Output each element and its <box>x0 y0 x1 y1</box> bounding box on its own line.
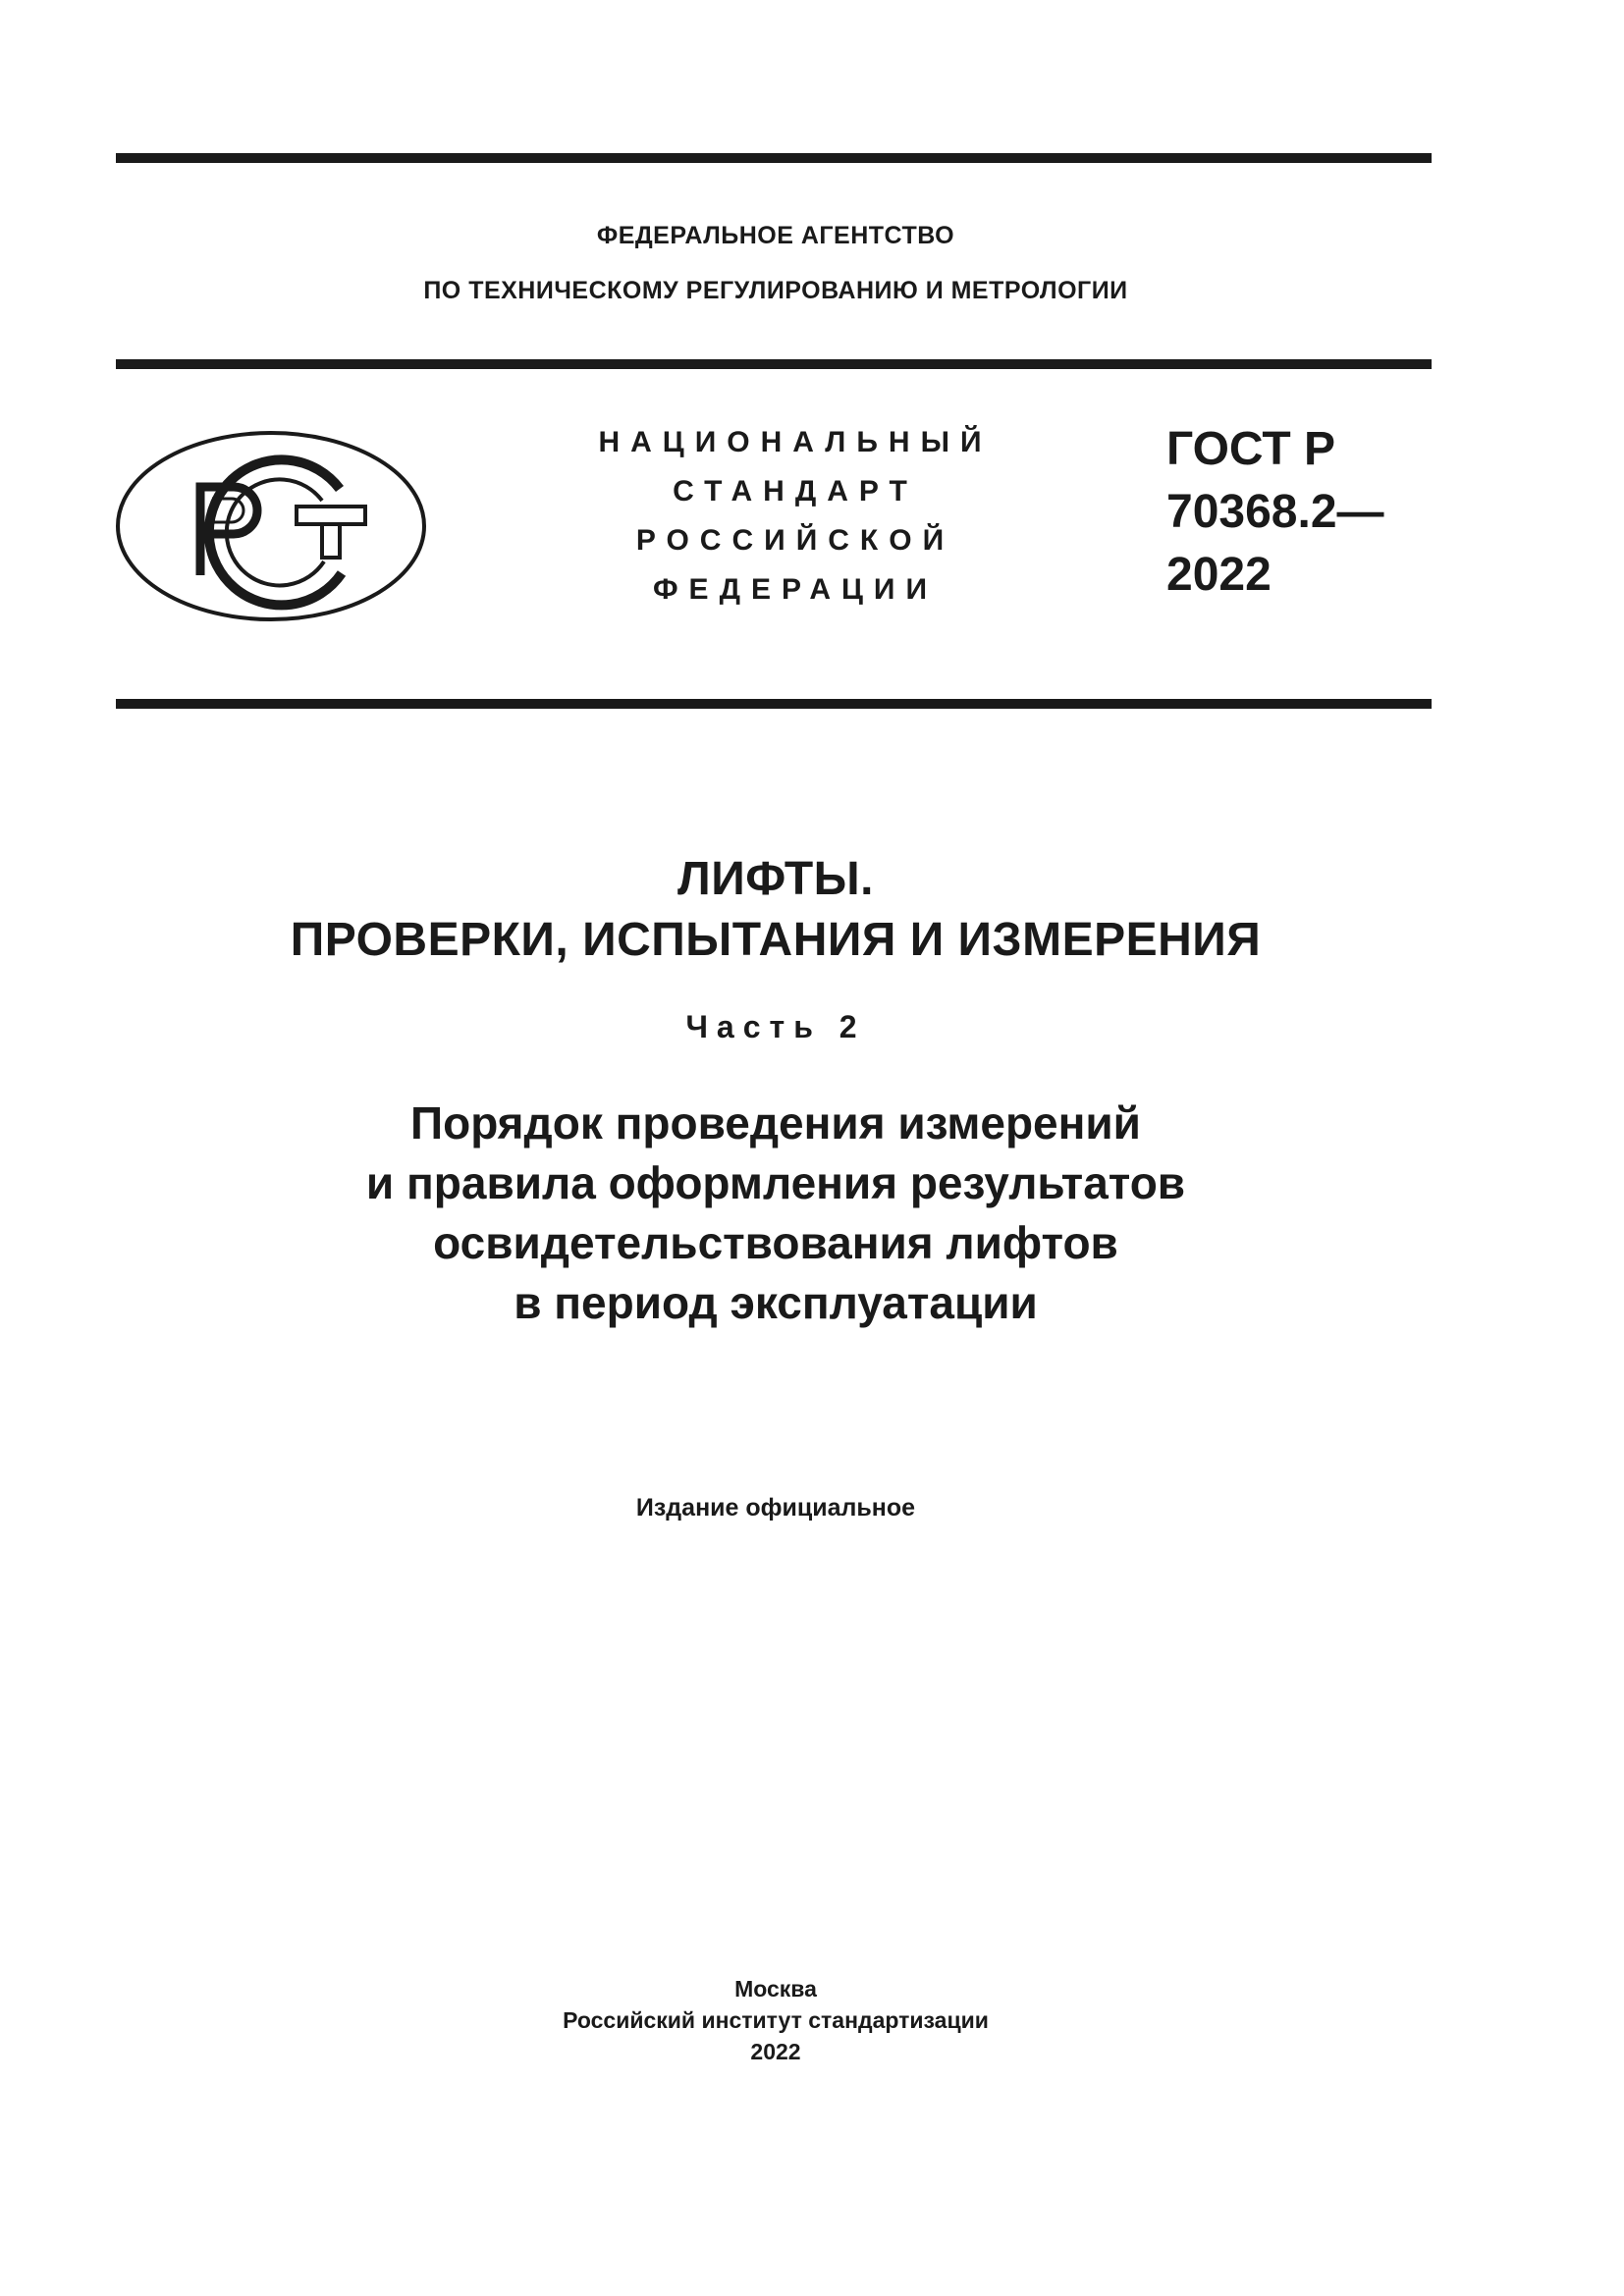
national-line-4: ФЕДЕРАЦИИ <box>652 573 939 606</box>
title-line-1: ЛИФТЫ. <box>677 853 874 905</box>
imprint-publisher: Российский институт стандартизации <box>563 2007 989 2033</box>
national-line-2: СТАНДАРТ <box>673 475 918 507</box>
designation-line-2: 70368.2— <box>1166 486 1384 538</box>
top-rule <box>116 153 1432 163</box>
national-standard-label <box>550 418 1041 614</box>
designation-line-1: ГОСТ Р <box>1166 423 1336 475</box>
title-line-2: ПРОВЕРКИ, ИСПЫТАНИЯ И ИЗМЕРЕНИЯ <box>290 914 1262 966</box>
part-number: Часть 2 <box>685 1009 866 1044</box>
subtitle-line-2: и правила оформления результатов <box>365 1157 1186 1208</box>
subtitle-line-4: в период эксплуатации <box>514 1277 1038 1328</box>
rst-logo <box>114 428 428 629</box>
rst-certification-mark-icon <box>114 428 428 624</box>
national-line-3: РОССИЙСКОЙ <box>635 524 955 557</box>
imprint-city: Москва <box>734 1976 817 2002</box>
agency-line-2: ПО ТЕХНИЧЕСКОМУ РЕГУЛИРОВАНИЮ И МЕТРОЛОГИИ <box>423 277 1128 304</box>
imprint-year: 2022 <box>750 2039 801 2064</box>
subtitle <box>0 1094 1551 1333</box>
agency-line-1: ФЕДЕРАЛЬНОЕ АГЕНТСТВО <box>596 222 955 249</box>
standard-designation <box>1166 418 1441 607</box>
standard-block-rule <box>116 699 1432 709</box>
subtitle-line-3: освидетельствования лифтов <box>433 1217 1118 1268</box>
edition-label: Издание официальное <box>635 1494 916 1522</box>
imprint <box>0 1973 1551 2067</box>
designation-line-3: 2022 <box>1166 549 1272 601</box>
national-line-1: НАЦИОНАЛЬНЫЙ <box>598 426 993 458</box>
header-rule <box>116 359 1432 369</box>
subtitle-line-1: Порядок проведения измерений <box>410 1097 1141 1148</box>
